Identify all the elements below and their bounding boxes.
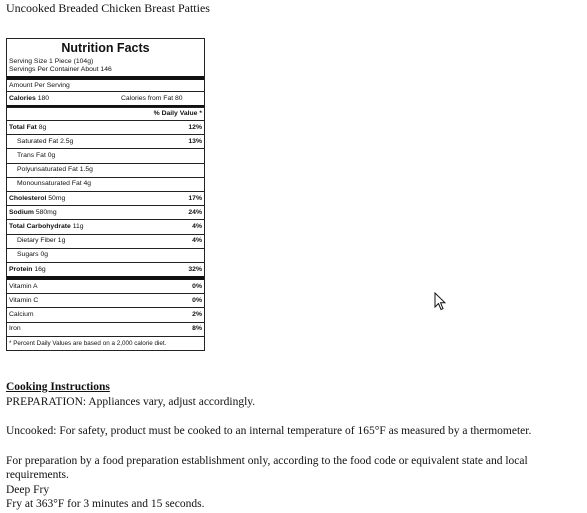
nutrient-amount: 4g [83,180,92,188]
nutrient-label: Cholesterol [9,194,47,202]
nutrient-row-monounsaturated-fat [7,177,204,191]
nutrient-dv: 32% [188,265,202,273]
nutrient-label: Monounsaturated Fat [17,180,82,188]
vitamin-label: Vitamin A [9,282,38,290]
nutrient-amount: 16g [34,265,46,273]
calories-cell [9,95,121,103]
vitamin-row-iron [7,322,204,336]
nutrient-label: Protein [9,265,33,273]
servings-per-container: Servings Per Container About 146 [9,66,112,74]
nutrient-label: Total Carbohydrate [9,223,71,230]
nutrient-row-protein [7,262,204,276]
daily-value-header: % Daily Value * [7,107,204,120]
nutrient-row-dietary-fiber [7,234,204,248]
calories-label: Calories [9,94,36,102]
amount-per-serving: Amount Per Serving [9,81,70,89]
calories-value: 180 [37,94,50,102]
nutrient-label: Dietary Fiber [17,237,56,245]
fry-text: Fry at 363°F for 3 minutes and 15 seconds. [6,498,205,510]
nutrient-amount: 50mg [48,194,66,202]
vitamin-dv: 2% [192,311,202,319]
nutrient-amount: 0g [40,251,48,259]
nutrient-label: Saturated Fat [17,137,59,145]
calories-row [7,91,204,105]
nutrient-row-cholesterol [7,191,204,205]
nutrient-row-trans-fat [7,148,204,162]
nutrient-label: Sugars [17,251,39,259]
nutrient-amount: 11g [72,223,84,230]
nutrient-amount: 8g [38,123,47,131]
nutrient-amount: 1.5g [79,166,93,174]
cooking-instructions [6,380,581,512]
method-text: Deep Fry [6,483,50,496]
vitamin-row-vitamin-a [7,280,204,293]
cooking-heading: Cooking Instructions [6,381,110,393]
nutrient-label: Total Fat [9,123,37,131]
serving-size: Serving Size 1 Piece (104g) [9,58,94,66]
vitamin-label: Vitamin C [9,296,39,304]
nutrient-dv: 4% [192,237,202,245]
uncooked-text: Uncooked: For safety, product must be cooked to an internal temperature of 165°F as measured by a thermometer. [6,425,532,437]
preparation-text: PREPARATION: Appliances vary, adjust accordingly. [6,395,256,408]
nutrition-facts-panel [6,38,205,351]
nutrient-label: Sodium [9,208,34,216]
nutrient-row-total-carbohydrate [7,219,204,233]
nutrient-amount: 580mg [35,208,57,216]
nutrient-row-polyunsaturated-fat [7,163,204,177]
nutrition-facts-title: Nutrition Facts [61,41,150,55]
vitamin-dv: 8% [192,325,202,333]
vitamin-label: Iron [9,325,21,333]
nutrient-dv: 12% [188,123,202,131]
nutrient-dv: 4% [192,223,202,230]
nutrient-amount: 0g [47,152,56,160]
nutrient-label: Polyunsaturated Fat [17,166,78,174]
vitamin-dv: 0% [192,296,202,304]
establishment-text: For preparation by a food preparation establishment only, according to the food code or equivalent state and local requirements. [6,454,528,481]
calories-from-fat: Calories from Fat 80 [121,94,183,102]
nutrient-dv: 13% [188,137,202,145]
nutrient-amount: 1g [57,237,66,245]
nutrient-dv: 24% [188,208,202,216]
nutrient-row-saturated-fat [7,134,204,148]
vitamin-row-calcium [7,307,204,321]
nutrient-label: Trans Fat [17,152,46,160]
vitamin-row-vitamin-c [7,293,204,307]
nutrient-row-total-fat [7,120,204,134]
vitamin-dv: 0% [192,282,202,290]
product-title: Uncooked Breaded Chicken Breast Patties [6,1,210,15]
mouse-pointer-icon [434,292,446,311]
nutrient-dv: 17% [188,194,202,202]
vitamin-label: Calcium [9,311,34,319]
nutrient-row-sugars [7,248,204,262]
nutrient-row-sodium [7,205,204,219]
daily-value-footnote: * Percent Daily Values are based on a 2,000 calorie diet. [7,336,204,350]
nutrient-amount: 2.5g [60,137,74,145]
